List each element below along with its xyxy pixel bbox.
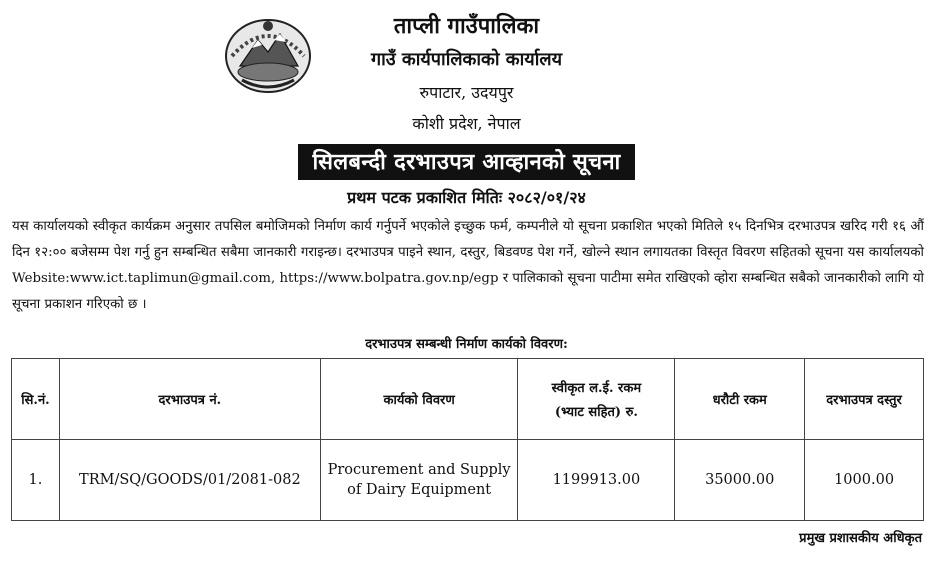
municipality-name: ताप्ली गाउँपालिका [393,13,540,39]
table-header-row [12,359,924,440]
cell-bid-security: 35000.00 [675,440,805,521]
header-estimate-line2: (भ्याट सहित) रु. [554,405,638,420]
header-bid-no: दरभाउपत्र नं. [59,359,320,440]
header-description: कार्यको विवरण [320,359,518,440]
publish-date: प्रथम पटक प्रकाशित मितिः २०८२/०१/२४ [347,188,586,207]
header-estimate [518,359,675,440]
cell-description-line1: Procurement and Supply [327,462,511,478]
office-name: गाउँ कार्यपालिकाको कार्यालय [370,49,563,70]
cell-description-line2: of Dairy Equipment [347,482,492,498]
header-estimate-line1: स्वीकृत ल.ई. रकम [551,381,642,396]
cell-bid-no: TRM/SQ/GOODS/01/2081-082 [59,440,320,521]
cell-description [320,440,518,521]
works-table [11,358,924,521]
office-location: रुपाटार, उदयपुर [419,83,514,102]
header-serial-no: सि.नं. [12,359,60,440]
signature-title: प्रमुख प्रशासकीय अधिकृत [799,531,922,546]
cell-fee: 1000.00 [805,440,924,521]
notice-title-banner [0,144,933,180]
cell-estimate: 1199913.00 [518,440,675,521]
header-fee: दरभाउपत्र दस्तुर [805,359,924,440]
province-country: कोशी प्रदेश, नेपाल [412,114,521,133]
header-bid-security: धरौटी रकम [675,359,805,440]
notice-title: सिलबन्दी दरभाउपत्र आव्हानको सूचना [298,144,634,180]
notice-body: यस कार्यालयको स्वीकृत कार्यक्रम अनुसार तपसिल बमोजिमको निर्माण कार्य गर्नुपर्ने भएकोले इच्छुक फर्म, कम्पनीले यो सूचना प्रकाशित भएको मितिले १५ दिनभित्र दरभाउपत्र खरिद गरी १६ औं दिन १२:०० बजेसम्म पेश गर्नु हुन सम्बन्धित सबैमा जानकारी गराइन्छ। दरभाउपत्र पाइने स्थान, दस्तुर, बिडवण्ड पेश गर्ने, खोल्ने स्थान लगायतका विस्तृत विवरण सहितको सूचना यस कार्यालयको Website:www.ict.taplimun@gmail.com, https://www.bolpatra.gov.np/egp र पालिकाको सूचना पाटीमा समेत राखिएको व्होरा सम्बन्धित सबैको जानकारीको लागि यो सूचना प्रकाशन गरिएको छ । [12,219,924,312]
table-caption: दरभाउपत्र सम्बन्धी निर्माण कार्यको विवरण: [365,337,568,352]
cell-serial-no: 1. [12,440,60,521]
table-row [12,440,924,521]
